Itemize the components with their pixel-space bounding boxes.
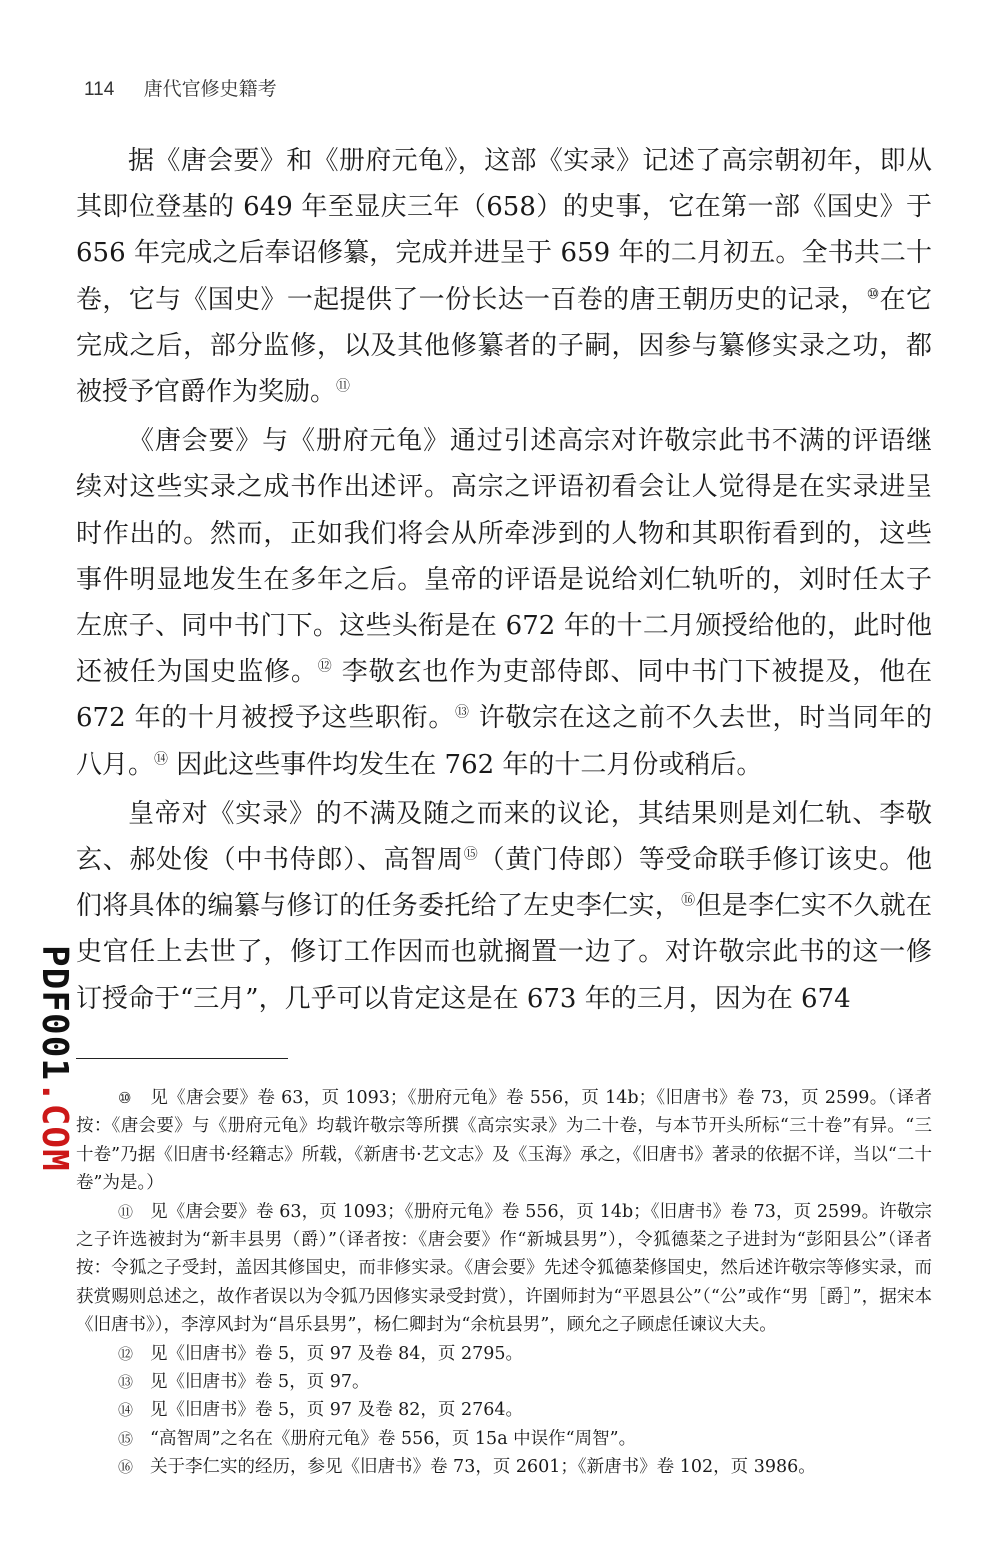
- footnotes: [76, 1084, 932, 1482]
- footnote-text: 见《旧唐书》卷 5，页 97。: [150, 1372, 370, 1393]
- footnote-text: 见《旧唐书》卷 5，页 97 及卷 82，页 2764。: [150, 1400, 524, 1421]
- footnote-46: [76, 1453, 932, 1481]
- footnote-45: [76, 1425, 932, 1453]
- paragraph-1: [76, 138, 932, 415]
- main-text: [76, 138, 932, 1025]
- footnote-text: 见《唐会要》卷 63，页 1093；《册府元龟》卷 556，页 14b；《旧唐书》卷 73，页 2599。许敬宗之子许选被封为“新丰县男（爵）”（译者按：《唐会要》作“新城县男”），令狐德棻之子进封为“彭阳县公”（译者按：令狐之子受封，盖因其修国史，而非修实录。《唐会要》先述令狐德棻修国史，然后述许敬宗等修实录，而获赏赐则总述之，故作者误以为令狐乃因修实录受封赏），许圉师封为“平恩县公”（“公”或作“男［爵］”，据宋本《旧唐书》），李淳风封为“昌乐县男”，杨仁卿封为“余杭县男”，顾允之子顾虑任谏议大夫。: [76, 1201, 932, 1336]
- footnote-ref-40[interactable]: ⑩: [866, 285, 880, 302]
- text-segment: 许敬宗在这之前不久去世，时当同年的八月。: [76, 703, 933, 780]
- page-number: 114: [84, 79, 115, 100]
- text-segment: 因此这些事件均发生在 762 年的十二月份或稍后。: [168, 749, 763, 780]
- footnote-text: 见《唐会要》卷 63，页 1093；《册府元龟》卷 556，页 14b；《旧唐书》卷 73，页 2599。（译者按：《唐会要》与《册府元龟》均载许敬宗等所撰《高宗实录》为二十卷，与本节开头所标“三十卷”有异。“三十卷”乃据《旧唐书·经籍志》所载，《新唐书·艺文志》及《玉海》承之，《旧唐书》著录的依据不详，当以“二十卷”为是。）: [76, 1088, 932, 1194]
- text-segment: （黄门侍郎）等受命联手修订该史。他们将具体的编纂与修订的任务委托给了左史李仁实，: [76, 845, 932, 922]
- text-segment: 《唐会要》与《册府元龟》通过引述高宗对许敬宗此书不满的评语继续对这些实录之成书作出述评。高宗之评语初看会让人觉得是在实录进呈时作出的。然而，正如我们将会从所牵涉到的人物和其职衔看到的，这些事件明显地发生在多年之后。皇帝的评语是说给刘仁轨听的，刘时任太子左庶子、同中书门下。这些头衔是在 672 年的十二月颁授给他的，此时他还被任为国史监修。: [76, 426, 932, 688]
- watermark: [35, 945, 75, 1215]
- paragraph-3: [76, 791, 932, 1022]
- footnote-42: [76, 1340, 932, 1368]
- footnote-ref-46[interactable]: ⑯: [681, 892, 696, 909]
- text-segment: 皇帝对《实录》的不满及随之而来的议论，其结果则是刘仁轨、李敬玄、郝处俊（中书侍郎）、高智周: [76, 798, 932, 876]
- footnote-40: [76, 1084, 932, 1198]
- footnote-number: ⑮: [118, 1429, 134, 1448]
- footnote-ref-44[interactable]: ⑭: [154, 750, 169, 767]
- footnote-43: [76, 1368, 932, 1396]
- footnote-44: [76, 1396, 932, 1424]
- footnote-number: ⑯: [118, 1458, 134, 1477]
- footnote-text: 见《旧唐书》卷 5，页 97 及卷 84，页 2795。: [150, 1343, 524, 1364]
- footnote-number: ⑩: [118, 1089, 132, 1107]
- text-segment: 李敬玄也作为吏部侍郎、同中书门下被提及，他在 672 年的十月被授予这些职衔。: [76, 657, 932, 734]
- text-segment: 据《唐会要》和《册府元龟》，这部《实录》记述了高宗朝初年，即从其即位登基的 649 年至显庆三年（658）的史事，它在第一部《国史》于 656 年完成之后奉诏修纂，完成并进呈于 659 年的二月初五。全书共二十卷，它与《国史》一起提供了一份长达一百卷的唐王朝历史的记录，: [76, 146, 932, 315]
- footnote-text: 关于李仁实的经历，参见《旧唐书》卷 73，页 2601；《新唐书》卷 102，页 3986。: [150, 1457, 816, 1478]
- watermark-part-1: PDF001: [34, 945, 75, 1082]
- running-header: [84, 74, 277, 101]
- paragraph-2: [76, 418, 932, 788]
- footnote-number: ⑪: [118, 1202, 134, 1221]
- footnote-text: “高智周”之名在《册府元龟》卷 556，页 15a 中误作“周智”。: [150, 1428, 637, 1449]
- footnote-ref-41[interactable]: ⑪: [336, 378, 351, 395]
- text-segment: 但是李仁实不久就在史官任上去世了，修订工作因而也就搁置一边了。对许敬宗此书的这一修订授命于“三月”，几乎可以肯定这是在 673 年的三月，因为在 674: [76, 891, 932, 1014]
- footnote-number: ⑬: [118, 1373, 134, 1392]
- footnote-number: ⑫: [118, 1344, 134, 1363]
- book-title: 唐代官修史籍考: [143, 79, 277, 100]
- footnote-ref-43[interactable]: ⑬: [455, 704, 470, 721]
- text-segment: 在它完成之后，部分监修，以及其他修纂者的子嗣，因参与纂修实录之功，都被授予官爵作为奖励。: [76, 284, 932, 408]
- footnote-number: ⑭: [118, 1401, 134, 1420]
- footnote-ref-45[interactable]: ⑮: [463, 846, 479, 863]
- watermark-part-2: .COM: [34, 1081, 75, 1172]
- footnote-41: [76, 1198, 932, 1340]
- footnote-divider: [76, 1058, 288, 1059]
- footnote-ref-42[interactable]: ⑫: [317, 658, 333, 675]
